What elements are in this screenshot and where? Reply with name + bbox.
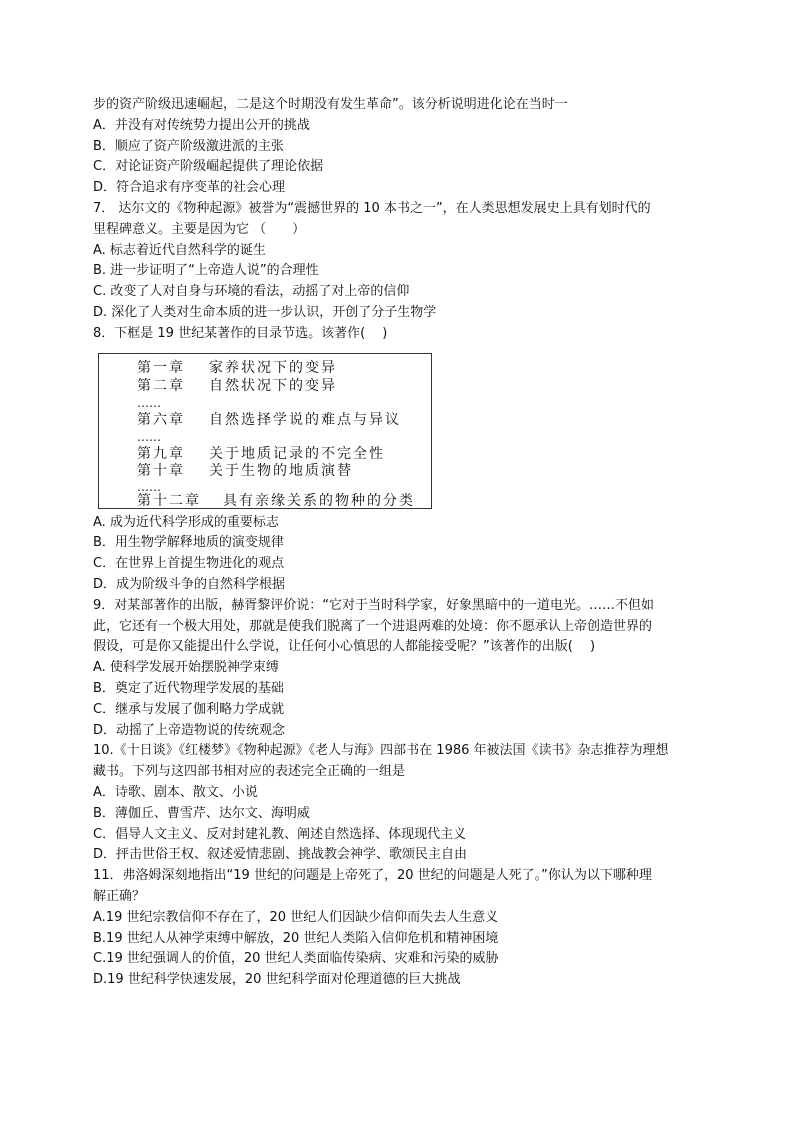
q7-option-c[interactable]: C. 改变了人对自身与环境的看法，动摇了对上帝的信仰: [93, 284, 410, 300]
q11-stem-line-1: 11．弗洛姆深刻地指出“19 世纪的问题是上帝死了，20 世纪的问题是人死了。”你认为以下哪种理: [93, 868, 652, 884]
toc-ellipsis: ……: [137, 395, 161, 410]
toc-title: 关于生物的地质演替: [209, 462, 353, 479]
toc-ellipsis: ……: [137, 429, 161, 444]
toc-row: [137, 493, 415, 509]
q11-option-d[interactable]: D.19 世纪科学快速发展，20 世纪科学面对伦理道德的巨大挑战: [93, 972, 461, 988]
q7-option-d[interactable]: D. 深化了人类对生命本质的进一步认识，开创了分子生物学: [93, 304, 437, 320]
toc-row: [137, 463, 353, 479]
toc-row: [137, 360, 337, 376]
q9-option-b[interactable]: B．奠定了近代物理学发展的基础: [93, 680, 284, 696]
q11-stem-line-2: 解正确？: [93, 888, 146, 904]
toc-title: 自然选择学说的难点与异议: [209, 411, 401, 428]
q8-toc-figure: [93, 345, 713, 513]
q10-option-c[interactable]: C．倡导人文主义、反对封建礼教、阐述自然选择、体现现代主义: [93, 826, 467, 842]
q6-option-b[interactable]: B．顺应了资产阶级激进派的主张: [93, 138, 284, 154]
q11-option-c[interactable]: C.19 世纪强调人的价值，20 世纪人类面临传染病、灾难和污染的威胁: [93, 951, 499, 967]
q10-option-b[interactable]: B．薄伽丘、曹雪芹、达尔文、海明威: [93, 805, 310, 821]
q9-option-d[interactable]: D．动摇了上帝造物说的传统观念: [93, 722, 286, 738]
toc-row: [137, 446, 385, 462]
q8-option-b[interactable]: B．用生物学解释地质的演变规律: [93, 535, 284, 551]
q9-stem-line-3: 假设，可是你又能提出什么学说，让任何小心慎思的人都能接受呢？”该著作的出版( ): [93, 639, 596, 655]
toc-chapter: 第一章: [137, 359, 185, 376]
toc-title: 关于地质记录的不完全性: [209, 445, 385, 462]
toc-row: [137, 412, 401, 428]
q8-option-d[interactable]: D．成为阶级斗争的自然科学根据: [93, 576, 286, 592]
q10-stem-line-1: 10.《十日谈》《红楼梦》《物种起源》《老人与海》四部书在 1986 年被法国《读书》杂志推荐为理想: [93, 743, 669, 759]
q9-stem-line-2: 此，它还有一个极大用处，那就是使我们脱离了一个进退两难的处境：你不愿承认上帝创造世界的: [93, 618, 653, 634]
q6-stem-tail: 步的资产阶级迅速崛起，二是这个时期没有发生革命”。该分析说明进化论在当时一: [93, 97, 568, 112]
q7-stem-line-2: 里程碑意义。主要是因为它 （ ）: [93, 221, 306, 237]
q8-option-a[interactable]: A. 成为近代科学形成的重要标志: [93, 514, 279, 530]
toc-title: 家养状况下的变异: [209, 359, 337, 376]
q8-option-c[interactable]: C．在世界上首提生物进化的观点: [93, 556, 285, 572]
q7-option-a[interactable]: A. 标志着近代自然科学的诞生: [93, 242, 266, 258]
toc-chapter: 第十章: [137, 462, 185, 479]
q11-option-a[interactable]: A.19 世纪宗教信仰不存在了，20 世纪人们因缺少信仰而失去人生意义: [93, 909, 499, 925]
q6-option-c[interactable]: C．对论证资产阶级崛起提供了理论依据: [93, 159, 324, 175]
toc-ellipsis: ……: [137, 479, 161, 494]
q6-option-d[interactable]: D．符合追求有序变革的社会心理: [93, 180, 286, 196]
q9-option-a[interactable]: A. 使科学发展开始摆脱神学束缚: [93, 660, 279, 676]
toc-box: [98, 353, 432, 509]
toc-chapter: 第二章: [137, 377, 185, 394]
q6-option-a[interactable]: A．并没有对传统势力提出公开的挑战: [93, 117, 310, 133]
q9-stem-line-1: 9．对某部著作的出版，赫胥黎评价说：“它对于当时科学家，好象黑暗中的一道电光。……不但如: [93, 597, 655, 613]
toc-title: 具有亲缘关系的物种的分类: [223, 492, 415, 509]
q8-stem: 8．下框是 19 世纪某著作的目录节选。该著作( ): [93, 325, 388, 341]
q11-option-b[interactable]: B.19 世纪人从神学束缚中解放，20 世纪人类陷入信仰危机和精神困境: [93, 930, 499, 946]
q10-option-a[interactable]: A．诗歌、剧本、散文、小说: [93, 784, 258, 800]
q7-option-b[interactable]: B. 进一步证明了“上帝造人说”的合理性: [93, 263, 319, 279]
q10-stem-line-2: 藏书。下列与这四部书相对应的表述完全正确的一组是: [93, 764, 406, 780]
q7-stem-line-1: 7． 达尔文的《物种起源》被誉为“震撼世界的 10 本书之一”，在人类思想发展史上具有划时代的: [93, 200, 651, 216]
toc-row: [137, 378, 337, 394]
q9-option-c[interactable]: C．继承与发展了伽利略力学成就: [93, 701, 285, 717]
toc-chapter: 第九章: [137, 445, 185, 462]
toc-chapter: 第十二章: [137, 492, 201, 509]
q10-option-d[interactable]: D．抨击世俗王权、叙述爱情悲剧、挑战教会神学、歌颂民主自由: [93, 847, 468, 863]
exam-page: [93, 95, 713, 991]
toc-title: 自然状况下的变异: [209, 377, 337, 394]
toc-chapter: 第六章: [137, 411, 185, 428]
